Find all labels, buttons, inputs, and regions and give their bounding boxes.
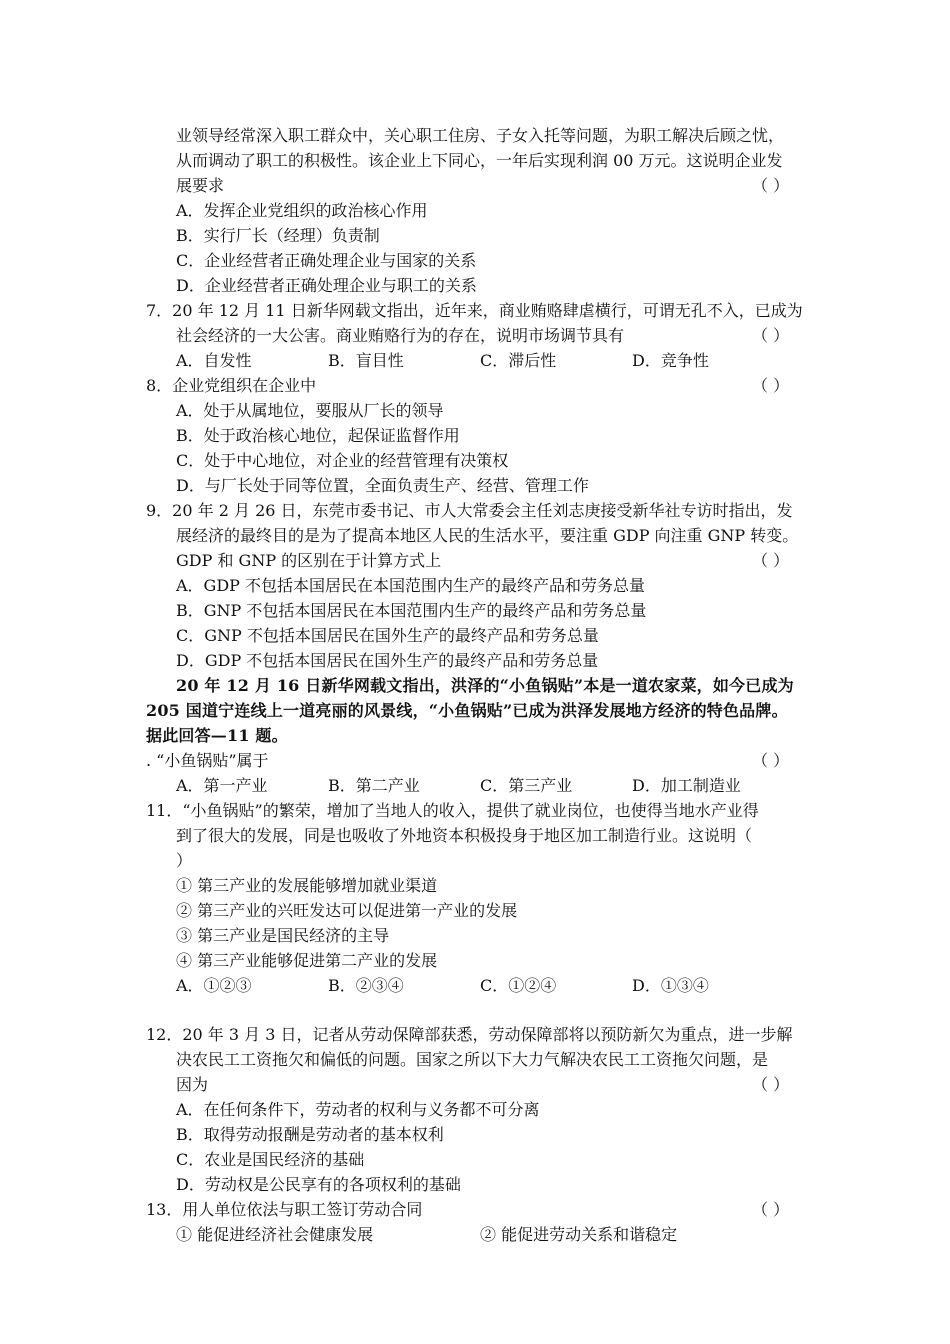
q12-stem-line: 12．20 年 3 月 3 日，记者从劳动保障部获悉，劳动保障部将以预防新欠为重点，进一步解 [146, 1025, 793, 1044]
q12-option-a: A．在任何条件下，劳动者的权利与义务都不可分离 [176, 1100, 540, 1119]
material-text-line: 205 国道宁连线上一道亮丽的风景线，“小鱼锅贴”已成为洪泽发展地方经济的特色品牌。 [146, 701, 788, 720]
q6-text-line: 从而调动了职工的积极性。该企业上下同心，一年后实现利润 00 万元。这说明企业发 [176, 151, 783, 170]
q8-option-d: D．与厂长处于同等位置，全面负责生产、经营、管理工作 [176, 476, 589, 495]
q7-option-b: B．盲目性 [328, 351, 404, 370]
q8-option-a: A．处于从属地位，要服从厂长的领导 [176, 401, 444, 420]
q13-statement-2: ② 能促进劳动关系和谐稳定 [480, 1225, 678, 1244]
q11-statement-1: ① 第三产业的发展能够增加就业渠道 [176, 876, 438, 895]
q9-option-a: A．GDP 不包括本国居民在本国范围内生产的最终产品和劳务总量 [176, 576, 646, 595]
q6-option-a: A．发挥企业党组织的政治核心作用 [176, 201, 428, 220]
material-text-line: 据此回答—11 题。 [146, 726, 288, 745]
q10-option-a: A．第一产业 [176, 776, 268, 795]
q7-stem-line: 社会经济的一大公害。商业贿赂行为的存在，说明市场调节具有 [176, 326, 625, 345]
q12-stem-line: 因为 [176, 1075, 209, 1094]
q11-option-c: C．①②④ [480, 976, 557, 995]
q11-statement-3: ③ 第三产业是国民经济的主导 [176, 926, 390, 945]
q11-statement-4: ④ 第三产业能够促进第二产业的发展 [176, 951, 438, 970]
q9-answer-paren: （ ） [752, 551, 790, 570]
q12-option-d: D．劳动权是公民享有的各项权利的基础 [176, 1175, 461, 1194]
q6-answer-paren: （ ） [752, 176, 790, 195]
q9-option-b: B．GNP 不包括本国居民在本国范围内生产的最终产品和劳务总量 [176, 601, 647, 620]
q11-stem-line: ） [176, 851, 193, 870]
q11-stem-line: 11．“小鱼锅贴”的繁荣，增加了当地人的收入，提供了就业岗位，也使得当地水产业得 [146, 801, 759, 820]
q13-stem-line: 13．用人单位依法与职工签订劳动合同 [146, 1200, 423, 1219]
q6-option-c: C．企业经营者正确处理企业与国家的关系 [176, 251, 477, 270]
q7-answer-paren: （ ） [752, 326, 790, 345]
q8-answer-paren: （ ） [752, 376, 790, 395]
q7-option-c: C．滞后性 [480, 351, 557, 370]
q10-answer-paren: （ ） [752, 751, 790, 770]
q9-stem-line: 9．20 年 2 月 26 日，东莞市委书记、市人大常委会主任刘志庚接受新华社专访时指出，发 [146, 501, 793, 520]
q9-stem-line: GDP 和 GNP 的区别在于计算方式上 [176, 551, 442, 570]
q11-stem-line: 到了很大的发展，同是也吸收了外地资本积极投身于地区加工制造行业。这说明（ [176, 826, 753, 845]
q8-stem-line: 8．企业党组织在企业中 [146, 376, 317, 395]
q12-option-c: C．农业是国民经济的基础 [176, 1150, 365, 1169]
q6-text-line: 展要求 [176, 176, 225, 195]
q12-stem-line: 决农民工工资拖欠和偏低的问题。国家之所以下大力气解决农民工工资拖欠问题，是 [176, 1050, 769, 1069]
q11-option-d: D．①③④ [632, 976, 709, 995]
q12-answer-paren: （ ） [752, 1075, 790, 1094]
q6-text-line: 业领导经常深入职工群众中，关心职工住房、子女入托等问题，为职工解决后顾之忧， [176, 126, 785, 145]
q13-statement-1: ① 能促进经济社会健康发展 [176, 1225, 374, 1244]
q11-statement-2: ② 第三产业的兴旺发达可以促进第一产业的发展 [176, 901, 518, 920]
q6-option-b: B．实行厂长（经理）负责制 [176, 226, 380, 245]
q10-option-c: C．第三产业 [480, 776, 573, 795]
q11-option-a: A．①②③ [176, 976, 252, 995]
q8-option-c: C．处于中心地位，对企业的经营管理有决策权 [176, 451, 509, 470]
q10-option-b: B．第二产业 [328, 776, 420, 795]
q12-option-b: B．取得劳动报酬是劳动者的基本权利 [176, 1125, 444, 1144]
q10-option-d: D．加工制造业 [632, 776, 741, 795]
q6-option-d: D．企业经营者正确处理企业与职工的关系 [176, 276, 477, 295]
q13-answer-paren: （ ） [752, 1200, 790, 1219]
q10-stem-line: . “小鱼锅贴”属于 [146, 751, 269, 770]
q9-stem-line: 展经济的最终目的是为了提高本地区人民的生活水平，要注重 GDP 向注重 GNP 转变。 [176, 526, 799, 545]
q7-stem-line: 7．20 年 12 月 11 日新华网载文指出，近年来，商业贿赂肆虐横行，可谓无孔不入，已成为 [146, 301, 803, 320]
q7-option-a: A．自发性 [176, 351, 252, 370]
q9-option-d: D．GDP 不包括本国居民在国外生产的最终产品和劳务总量 [176, 651, 599, 670]
q7-option-d: D．竞争性 [632, 351, 709, 370]
q8-option-b: B．处于政治核心地位，起保证监督作用 [176, 426, 460, 445]
q11-option-b: B．②③④ [328, 976, 404, 995]
material-text-line: 20 年 12 月 16 日新华网载文指出，洪泽的“小鱼锅贴”本是一道农家菜，如今已成为 [176, 676, 794, 695]
q9-option-c: C．GNP 不包括本国居民在国外生产的最终产品和劳务总量 [176, 626, 599, 645]
